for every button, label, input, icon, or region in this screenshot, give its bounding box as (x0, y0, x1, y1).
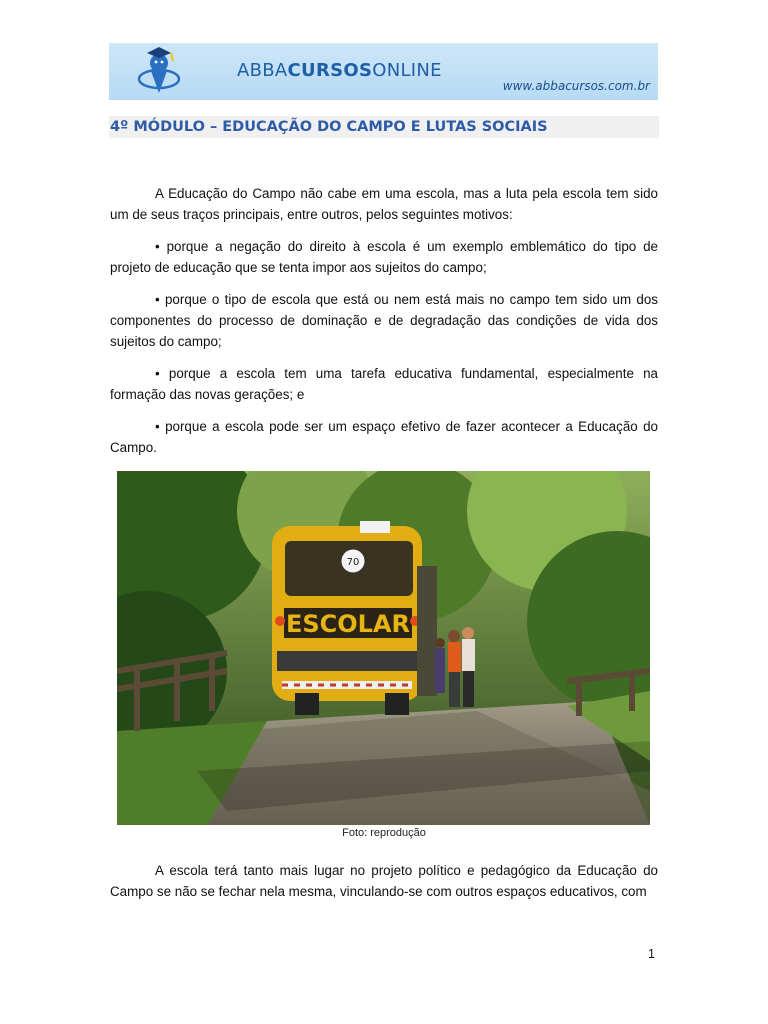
graduate-logo-icon (135, 45, 183, 97)
bus-sign: ESCOLAR (285, 610, 411, 638)
bus-number: 70 (346, 557, 360, 568)
photo-caption: Foto: reprodução (342, 827, 426, 839)
paragraph-bullet-4: • porque a escola pode ser um espaço efetivo de fazer acontecer a Educação do Campo. (110, 419, 658, 455)
website-url: www.abbacursos.com.br (502, 79, 650, 93)
paragraph-bullet-1: • porque a negação do direito à escola é um exemplo emblemático do tipo de projeto de educação que se tenta impor aos sujeitos do campo; (110, 239, 658, 275)
module-title-bar (109, 116, 659, 138)
school-bus (272, 521, 437, 715)
paragraph-bullet-3: • porque a escola tem uma tarefa educativa fundamental, especialmente na formação das novas gerações; e (110, 366, 658, 402)
paragraph-continuation: A escola terá tanto mais lugar no projeto político e pedagógico da Educação do Campo se não se fechar nela mesma, vinculando-se com outros espaços educativos, com (110, 863, 658, 899)
module-title: 4º MÓDULO – EDUCAÇÃO DO CAMPO E LUTAS SOCIAIS (110, 119, 548, 135)
brand-name: ABBACURSOSONLINE (237, 60, 442, 81)
page-number: 1 (648, 947, 655, 961)
school-bus-photo (117, 471, 650, 825)
header-banner (109, 43, 658, 100)
paragraph-intro: A Educação do Campo não cabe em uma escola, mas a luta pela escola tem sido um de seus traços principais, entre outros, pelos seguintes motivos: (110, 186, 658, 222)
paragraph-bullet-2: • porque o tipo de escola que está ou nem está mais no campo tem sido um dos componentes do processo de dominação e de degradação das condições de vida dos sujeitos do campo; (110, 292, 658, 349)
